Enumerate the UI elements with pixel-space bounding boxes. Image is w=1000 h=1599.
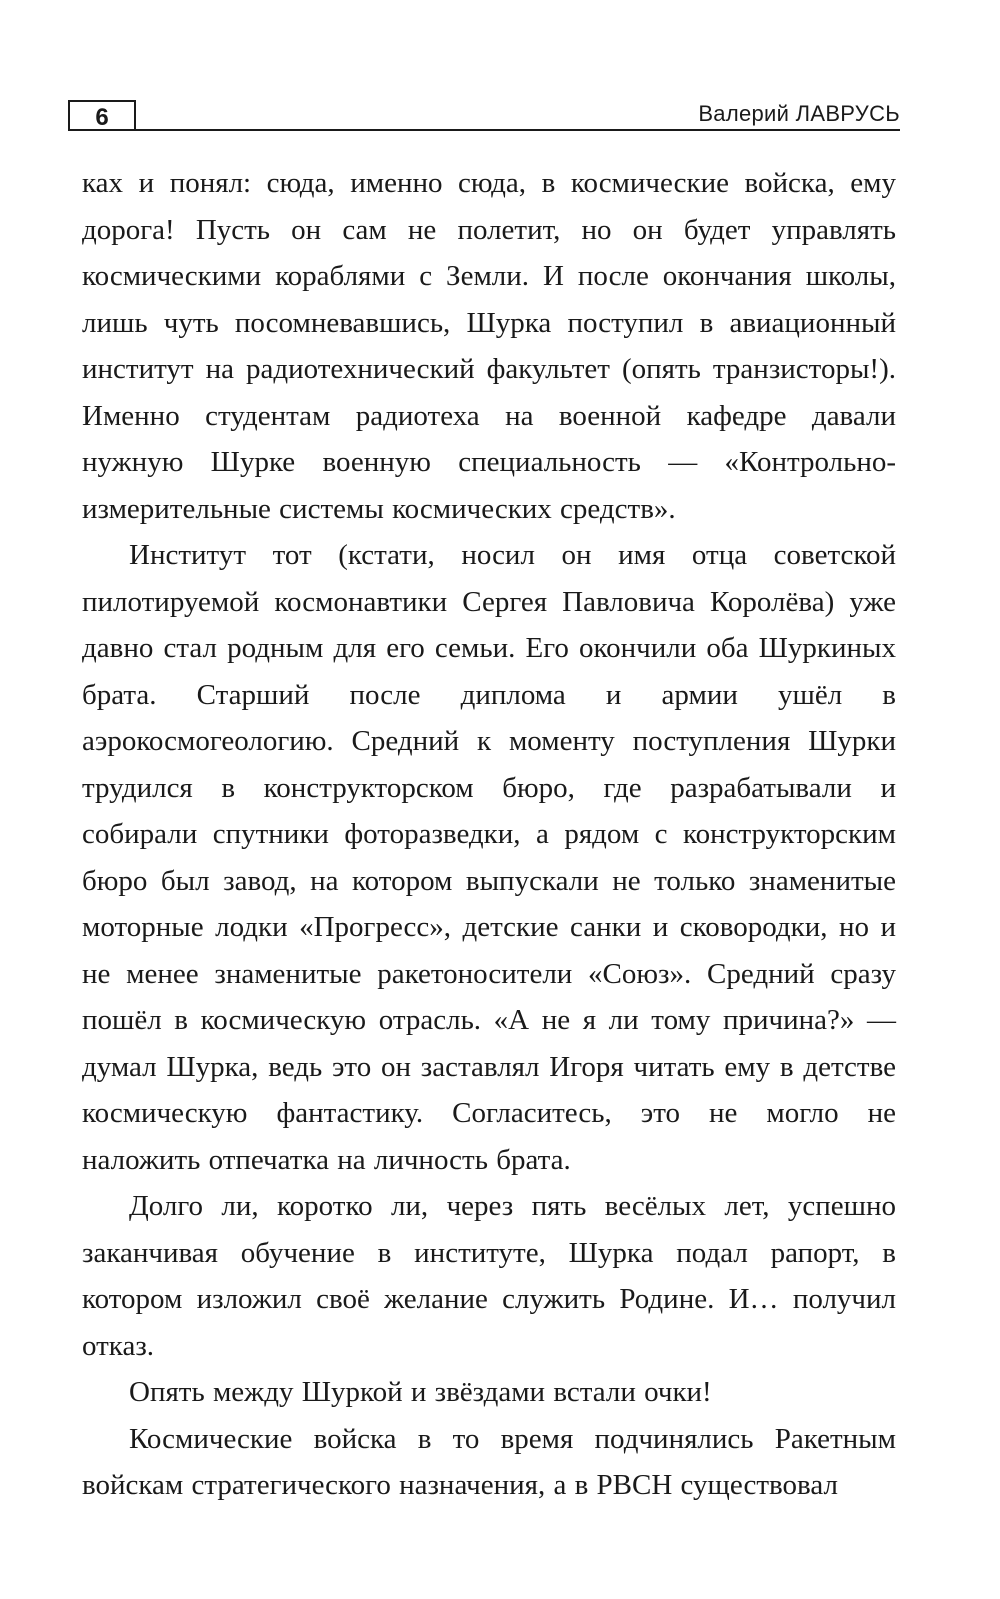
- paragraph-2: Институт тот (кстати, носил он имя отца советской пилотируемой космонавтики Сергея Павловича Королёва) уже давно стал родным для его семьи. Его окончили оба Шуркиных брата. Старший после диплома и армии ушёл в аэрокосмогеологию. Средний к моменту поступления Шурки трудился в конструкторском бюро, где разрабатывали и собирали спутники фоторазведки, а рядом с конструкторским бюро был завод, на котором выпускали не только знаменитые моторные лодки «Прогресс», детские санки и сковородки, но и не менее знаменитые ракетоносители «Союз». Средний сразу пошёл в космическую отрасль. «А не я ли тому причина?» — думал Шурка, ведь это он заставлял Игоря читать ему в детстве космическую фантастику. Согласитесь, это не могло не наложить отпечатка на личность брата.: [82, 539, 896, 1176]
- page-number: 6: [68, 100, 136, 130]
- paragraph-3: Долго ли, коротко ли, через пять весёлых лет, успешно заканчивая обучение в институте, Шурка подал рапорт, в котором изложил своё желание служить Родине. И… получил отказ.: [82, 1190, 896, 1362]
- page-header: [68, 100, 900, 132]
- running-head-author: Валерий ЛАВРУСЬ: [698, 101, 900, 126]
- paragraph-5: Космические войска в то время подчинялись Ракетным войскам стратегического назначения, а в РВСН существовал: [82, 1422, 896, 1501]
- paragraph-4: Опять между Шуркой и звёздами встали очки!: [129, 1376, 712, 1408]
- body-text: [82, 160, 896, 1509]
- paragraph-1: ках и понял: сюда, именно сюда, в космические войска, ему дорога! Пусть он сам не полетит, но он будет управлять космическими кораблями с Земли. И после окончания школы, лишь чуть посомневавшись, Шурка поступил в авиационный институт на радиотехнический факультет (опять транзисторы!). Именно студентам радиотеха на военной кафедре давали нужную Шурке военную специальность — «Контрольно-измерительные системы космических средств».: [82, 167, 896, 525]
- header-rule: [68, 129, 900, 131]
